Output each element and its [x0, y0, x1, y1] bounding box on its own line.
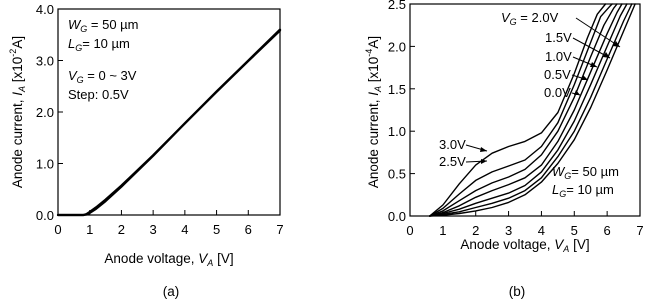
annotation-lg-a: $L_G= 10$ µm	[68, 36, 130, 53]
x-tick-label: 0	[406, 223, 414, 238]
x-axis-label-b: Anode voltage, $V_A$ [V]	[460, 237, 590, 254]
series-label-3-0v: 3.0V	[439, 137, 466, 152]
x-tick-label: 7	[276, 222, 284, 237]
x-tick-label: 4	[537, 223, 546, 238]
series-label-1-5v: 1.5V	[545, 30, 572, 45]
caption-a: (a)	[162, 284, 180, 299]
pointer-3-0v-arrowhead	[480, 147, 487, 152]
x-tick-label: 3	[504, 223, 513, 238]
annotation-lg-b: $L_G= 10$ µm	[552, 182, 614, 199]
y-tick-label: 1.5	[387, 81, 406, 97]
x-tick-label: 1	[86, 222, 94, 237]
y-tick-label: 2.0	[35, 105, 54, 120]
y-tick-label: 0.0	[35, 208, 54, 223]
x-tick-label: 5	[570, 223, 578, 238]
panel-b	[364, 0, 644, 299]
x-tick-label: 5	[212, 222, 221, 237]
y-tick-label: 0.0	[387, 209, 406, 224]
annotation-wg-a: $W_G = 50$ µm	[68, 17, 139, 34]
caption-b: (b)	[508, 284, 526, 299]
x-tick-label: 7	[636, 223, 644, 238]
series-label-2v: $V_G = 2.0V$	[501, 10, 559, 27]
x-tick-label: 6	[244, 222, 252, 237]
x-axis-label-a: Anode voltage, $V_A$ [V]	[104, 251, 234, 268]
y-tick-label: 2.5	[387, 0, 406, 12]
series-line-a-1	[58, 31, 280, 215]
y-ticks-b	[388, 0, 415, 224]
x-tick-label: 1	[439, 223, 447, 238]
series-a	[58, 30, 280, 215]
annotation-step-a: Step: 0.5V	[68, 87, 129, 102]
y-tick-label: 2.0	[387, 39, 406, 55]
series-label-1-0v: 1.0V	[545, 49, 572, 64]
y-tick-label: 3.0	[35, 53, 54, 69]
series-line-a-0	[58, 30, 280, 215]
y-tick-label: 0.5	[387, 166, 406, 182]
x-tick-label: 2	[472, 223, 480, 238]
series-label-2-5v: 2.5V	[439, 154, 466, 169]
x-tick-label: 4	[181, 222, 189, 237]
x-tick-label: 3	[149, 222, 157, 237]
y-axis-label-b: Anode current, $I_A$ $[x10^{-4}A]$	[364, 35, 383, 189]
annotation-wg-b: $W_G= 50$ µm	[552, 164, 619, 181]
y-tick-label: 1.0	[35, 156, 54, 172]
y-tick-label: 1.0	[387, 124, 406, 140]
pointer-1-0v-arrowhead	[590, 62, 597, 67]
series-label-0-0v: 0.0V	[544, 85, 571, 100]
panel-a	[8, 2, 284, 299]
y-axis-label-a: Anode current, $I_A$ $[x10^{-2}A]$	[8, 35, 27, 189]
x-tick-label: 6	[603, 223, 611, 238]
annotation-vg-a: $V_G = 0$ ~ 3V	[68, 68, 137, 85]
x-tick-label: 2	[117, 222, 126, 237]
y-tick-label: 4.0	[35, 2, 54, 17]
y-ticks-a	[36, 2, 63, 223]
pointer-0-5v-arrowhead	[581, 75, 588, 80]
series-label-0-5v: 0.5V	[544, 67, 571, 82]
x-tick-label: 0	[54, 222, 62, 237]
